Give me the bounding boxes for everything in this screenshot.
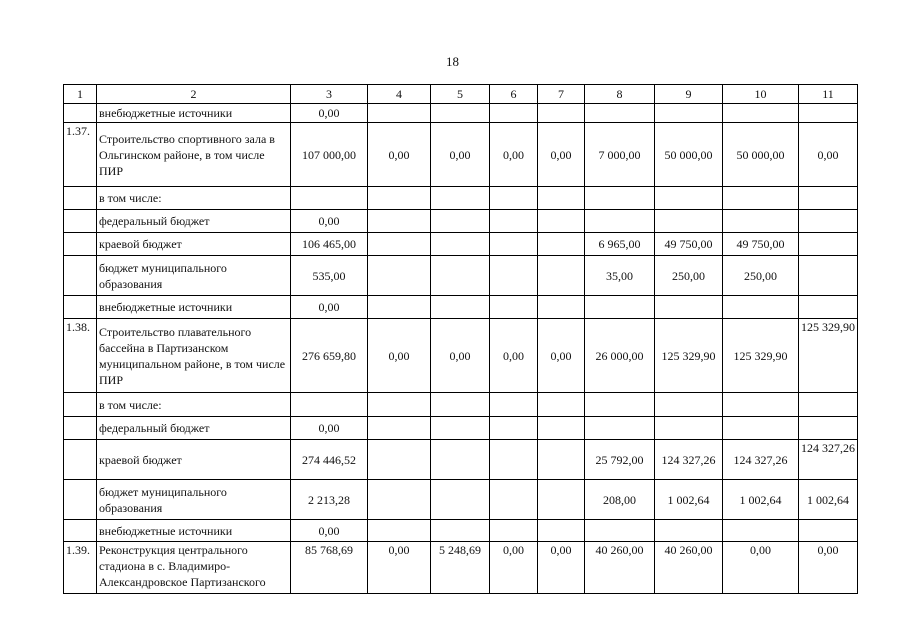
row-name: Строительство спортивного зала в Ольгинском районе, в том числе ПИР — [97, 123, 291, 187]
value-cell — [538, 233, 585, 256]
row-name: бюджет муниципального образования — [97, 480, 291, 520]
value-cell — [655, 187, 723, 210]
row-number — [64, 256, 97, 296]
value-cell: 208,00 — [585, 480, 655, 520]
row-number — [64, 296, 97, 319]
value-cell: 49 750,00 — [723, 233, 799, 256]
value-cell: 124 327,26 — [655, 440, 723, 480]
value-cell — [723, 520, 799, 542]
value-cell: 0,00 — [490, 319, 538, 393]
row-number — [64, 393, 97, 417]
value-cell — [490, 417, 538, 440]
value-cell — [368, 393, 431, 417]
header-cell: 5 — [431, 85, 490, 104]
table-row — [64, 104, 858, 123]
value-cell: 107 000,00 — [291, 123, 368, 187]
value-cell — [490, 256, 538, 296]
header-cell: 11 — [799, 85, 858, 104]
header-cell: 6 — [490, 85, 538, 104]
row-name: в том числе: — [97, 187, 291, 210]
page-number: 18 — [446, 54, 459, 69]
value-cell — [431, 417, 490, 440]
value-cell — [490, 440, 538, 480]
table-row — [64, 417, 858, 440]
header-cell: 7 — [538, 85, 585, 104]
row-number — [64, 417, 97, 440]
value-cell — [585, 393, 655, 417]
row-name: Строительство плавательного бассейна в Партизанском муниципальном районе, в том числе ПИР — [97, 319, 291, 393]
value-cell: 49 750,00 — [655, 233, 723, 256]
value-cell — [538, 187, 585, 210]
value-cell — [799, 520, 858, 542]
value-cell: 26 000,00 — [585, 319, 655, 393]
value-cell: 250,00 — [723, 256, 799, 296]
value-cell: 0,00 — [291, 210, 368, 233]
row-name: краевой бюджет — [97, 440, 291, 480]
value-cell — [431, 104, 490, 123]
value-cell — [368, 417, 431, 440]
value-cell: 25 792,00 — [585, 440, 655, 480]
row-number: 1.37. — [64, 123, 97, 187]
row-name: внебюджетные источники — [97, 104, 291, 123]
value-cell — [431, 393, 490, 417]
value-cell — [799, 210, 858, 233]
value-cell: 0,00 — [538, 542, 585, 594]
table-row — [64, 123, 858, 187]
row-name: Реконструкция центрального стадиона в с. Владимиро-Александровское Партизанского — [97, 542, 291, 594]
value-cell: 7 000,00 — [585, 123, 655, 187]
table-row — [64, 393, 858, 417]
table-row — [64, 210, 858, 233]
value-cell — [368, 233, 431, 256]
header-cell: 3 — [291, 85, 368, 104]
value-cell — [538, 393, 585, 417]
value-cell — [368, 520, 431, 542]
value-cell — [723, 187, 799, 210]
header-cell: 2 — [97, 85, 291, 104]
value-cell: 50 000,00 — [655, 123, 723, 187]
row-name: в том числе: — [97, 393, 291, 417]
value-cell: 6 965,00 — [585, 233, 655, 256]
value-cell — [368, 187, 431, 210]
table-row — [64, 296, 858, 319]
value-cell — [655, 296, 723, 319]
value-cell: 0,00 — [723, 542, 799, 594]
value-cell — [490, 480, 538, 520]
value-cell: 2 213,28 — [291, 480, 368, 520]
value-cell: 535,00 — [291, 256, 368, 296]
value-cell — [655, 417, 723, 440]
value-cell — [490, 233, 538, 256]
value-cell — [723, 210, 799, 233]
value-cell — [291, 187, 368, 210]
row-name: федеральный бюджет — [97, 210, 291, 233]
value-cell — [368, 104, 431, 123]
value-cell — [538, 440, 585, 480]
value-cell — [368, 256, 431, 296]
value-cell: 40 260,00 — [655, 542, 723, 594]
value-cell: 274 446,52 — [291, 440, 368, 480]
value-cell — [723, 296, 799, 319]
value-cell — [799, 393, 858, 417]
value-cell — [431, 210, 490, 233]
value-cell: 106 465,00 — [291, 233, 368, 256]
value-cell — [368, 480, 431, 520]
value-cell — [723, 417, 799, 440]
table-row — [64, 319, 858, 393]
row-name: внебюджетные источники — [97, 520, 291, 542]
row-number — [64, 233, 97, 256]
table-row — [64, 187, 858, 210]
value-cell — [585, 210, 655, 233]
value-cell — [368, 440, 431, 480]
row-number — [64, 104, 97, 123]
header-cell: 9 — [655, 85, 723, 104]
table-row — [64, 233, 858, 256]
value-cell: 0,00 — [799, 542, 858, 594]
row-number: 1.39. — [64, 542, 97, 594]
value-cell — [799, 417, 858, 440]
value-cell — [538, 520, 585, 542]
value-cell — [431, 233, 490, 256]
value-cell — [538, 480, 585, 520]
value-cell — [490, 393, 538, 417]
value-cell — [431, 480, 490, 520]
table-row — [64, 256, 858, 296]
value-cell — [538, 104, 585, 123]
value-cell: 124 327,26 — [723, 440, 799, 480]
value-cell — [799, 233, 858, 256]
row-number: 1.38. — [64, 319, 97, 393]
value-cell: 1 002,64 — [799, 480, 858, 520]
row-name: бюджет муниципального образования — [97, 256, 291, 296]
value-cell: 0,00 — [431, 319, 490, 393]
value-cell: 35,00 — [585, 256, 655, 296]
value-cell — [799, 256, 858, 296]
value-cell: 124 327,26 — [799, 440, 858, 480]
value-cell — [368, 296, 431, 319]
value-cell — [655, 393, 723, 417]
value-cell: 0,00 — [291, 104, 368, 123]
value-cell: 1 002,64 — [723, 480, 799, 520]
value-cell: 0,00 — [490, 123, 538, 187]
value-cell: 0,00 — [538, 123, 585, 187]
value-cell — [585, 187, 655, 210]
table-row — [64, 440, 858, 480]
table-row — [64, 542, 858, 594]
value-cell — [291, 393, 368, 417]
value-cell — [723, 393, 799, 417]
row-number — [64, 210, 97, 233]
header-cell: 10 — [723, 85, 799, 104]
value-cell — [799, 296, 858, 319]
value-cell: 0,00 — [490, 542, 538, 594]
value-cell — [490, 104, 538, 123]
value-cell — [368, 210, 431, 233]
header-cell: 4 — [368, 85, 431, 104]
row-number — [64, 187, 97, 210]
value-cell — [538, 417, 585, 440]
value-cell: 125 329,90 — [655, 319, 723, 393]
value-cell: 125 329,90 — [723, 319, 799, 393]
budget-table — [63, 84, 858, 594]
value-cell: 0,00 — [368, 542, 431, 594]
value-cell: 1 002,64 — [655, 480, 723, 520]
value-cell: 250,00 — [655, 256, 723, 296]
value-cell — [585, 417, 655, 440]
value-cell: 0,00 — [368, 123, 431, 187]
header-cell: 1 — [64, 85, 97, 104]
value-cell — [655, 104, 723, 123]
value-cell: 40 260,00 — [585, 542, 655, 594]
value-cell — [490, 210, 538, 233]
value-cell — [490, 520, 538, 542]
value-cell: 276 659,80 — [291, 319, 368, 393]
table-row — [64, 480, 858, 520]
value-cell — [538, 256, 585, 296]
header-cell: 8 — [585, 85, 655, 104]
value-cell — [431, 520, 490, 542]
value-cell — [490, 296, 538, 319]
row-number — [64, 520, 97, 542]
value-cell — [431, 256, 490, 296]
value-cell — [490, 187, 538, 210]
value-cell — [723, 104, 799, 123]
value-cell: 125 329,90 — [799, 319, 858, 393]
value-cell: 85 768,69 — [291, 542, 368, 594]
table-row — [64, 520, 858, 542]
value-cell: 0,00 — [538, 319, 585, 393]
value-cell — [585, 296, 655, 319]
row-number — [64, 440, 97, 480]
value-cell — [799, 187, 858, 210]
value-cell: 0,00 — [799, 123, 858, 187]
value-cell: 0,00 — [368, 319, 431, 393]
value-cell — [431, 440, 490, 480]
value-cell: 50 000,00 — [723, 123, 799, 187]
value-cell — [655, 520, 723, 542]
value-cell — [585, 520, 655, 542]
value-cell — [799, 104, 858, 123]
value-cell: 0,00 — [291, 417, 368, 440]
value-cell: 5 248,69 — [431, 542, 490, 594]
value-cell: 0,00 — [431, 123, 490, 187]
value-cell — [538, 210, 585, 233]
value-cell: 0,00 — [291, 520, 368, 542]
header-row — [64, 85, 858, 104]
value-cell — [655, 210, 723, 233]
value-cell — [431, 187, 490, 210]
value-cell: 0,00 — [291, 296, 368, 319]
value-cell — [538, 296, 585, 319]
row-number — [64, 480, 97, 520]
row-name: краевой бюджет — [97, 233, 291, 256]
row-name: внебюджетные источники — [97, 296, 291, 319]
value-cell — [585, 104, 655, 123]
row-name: федеральный бюджет — [97, 417, 291, 440]
value-cell — [431, 296, 490, 319]
